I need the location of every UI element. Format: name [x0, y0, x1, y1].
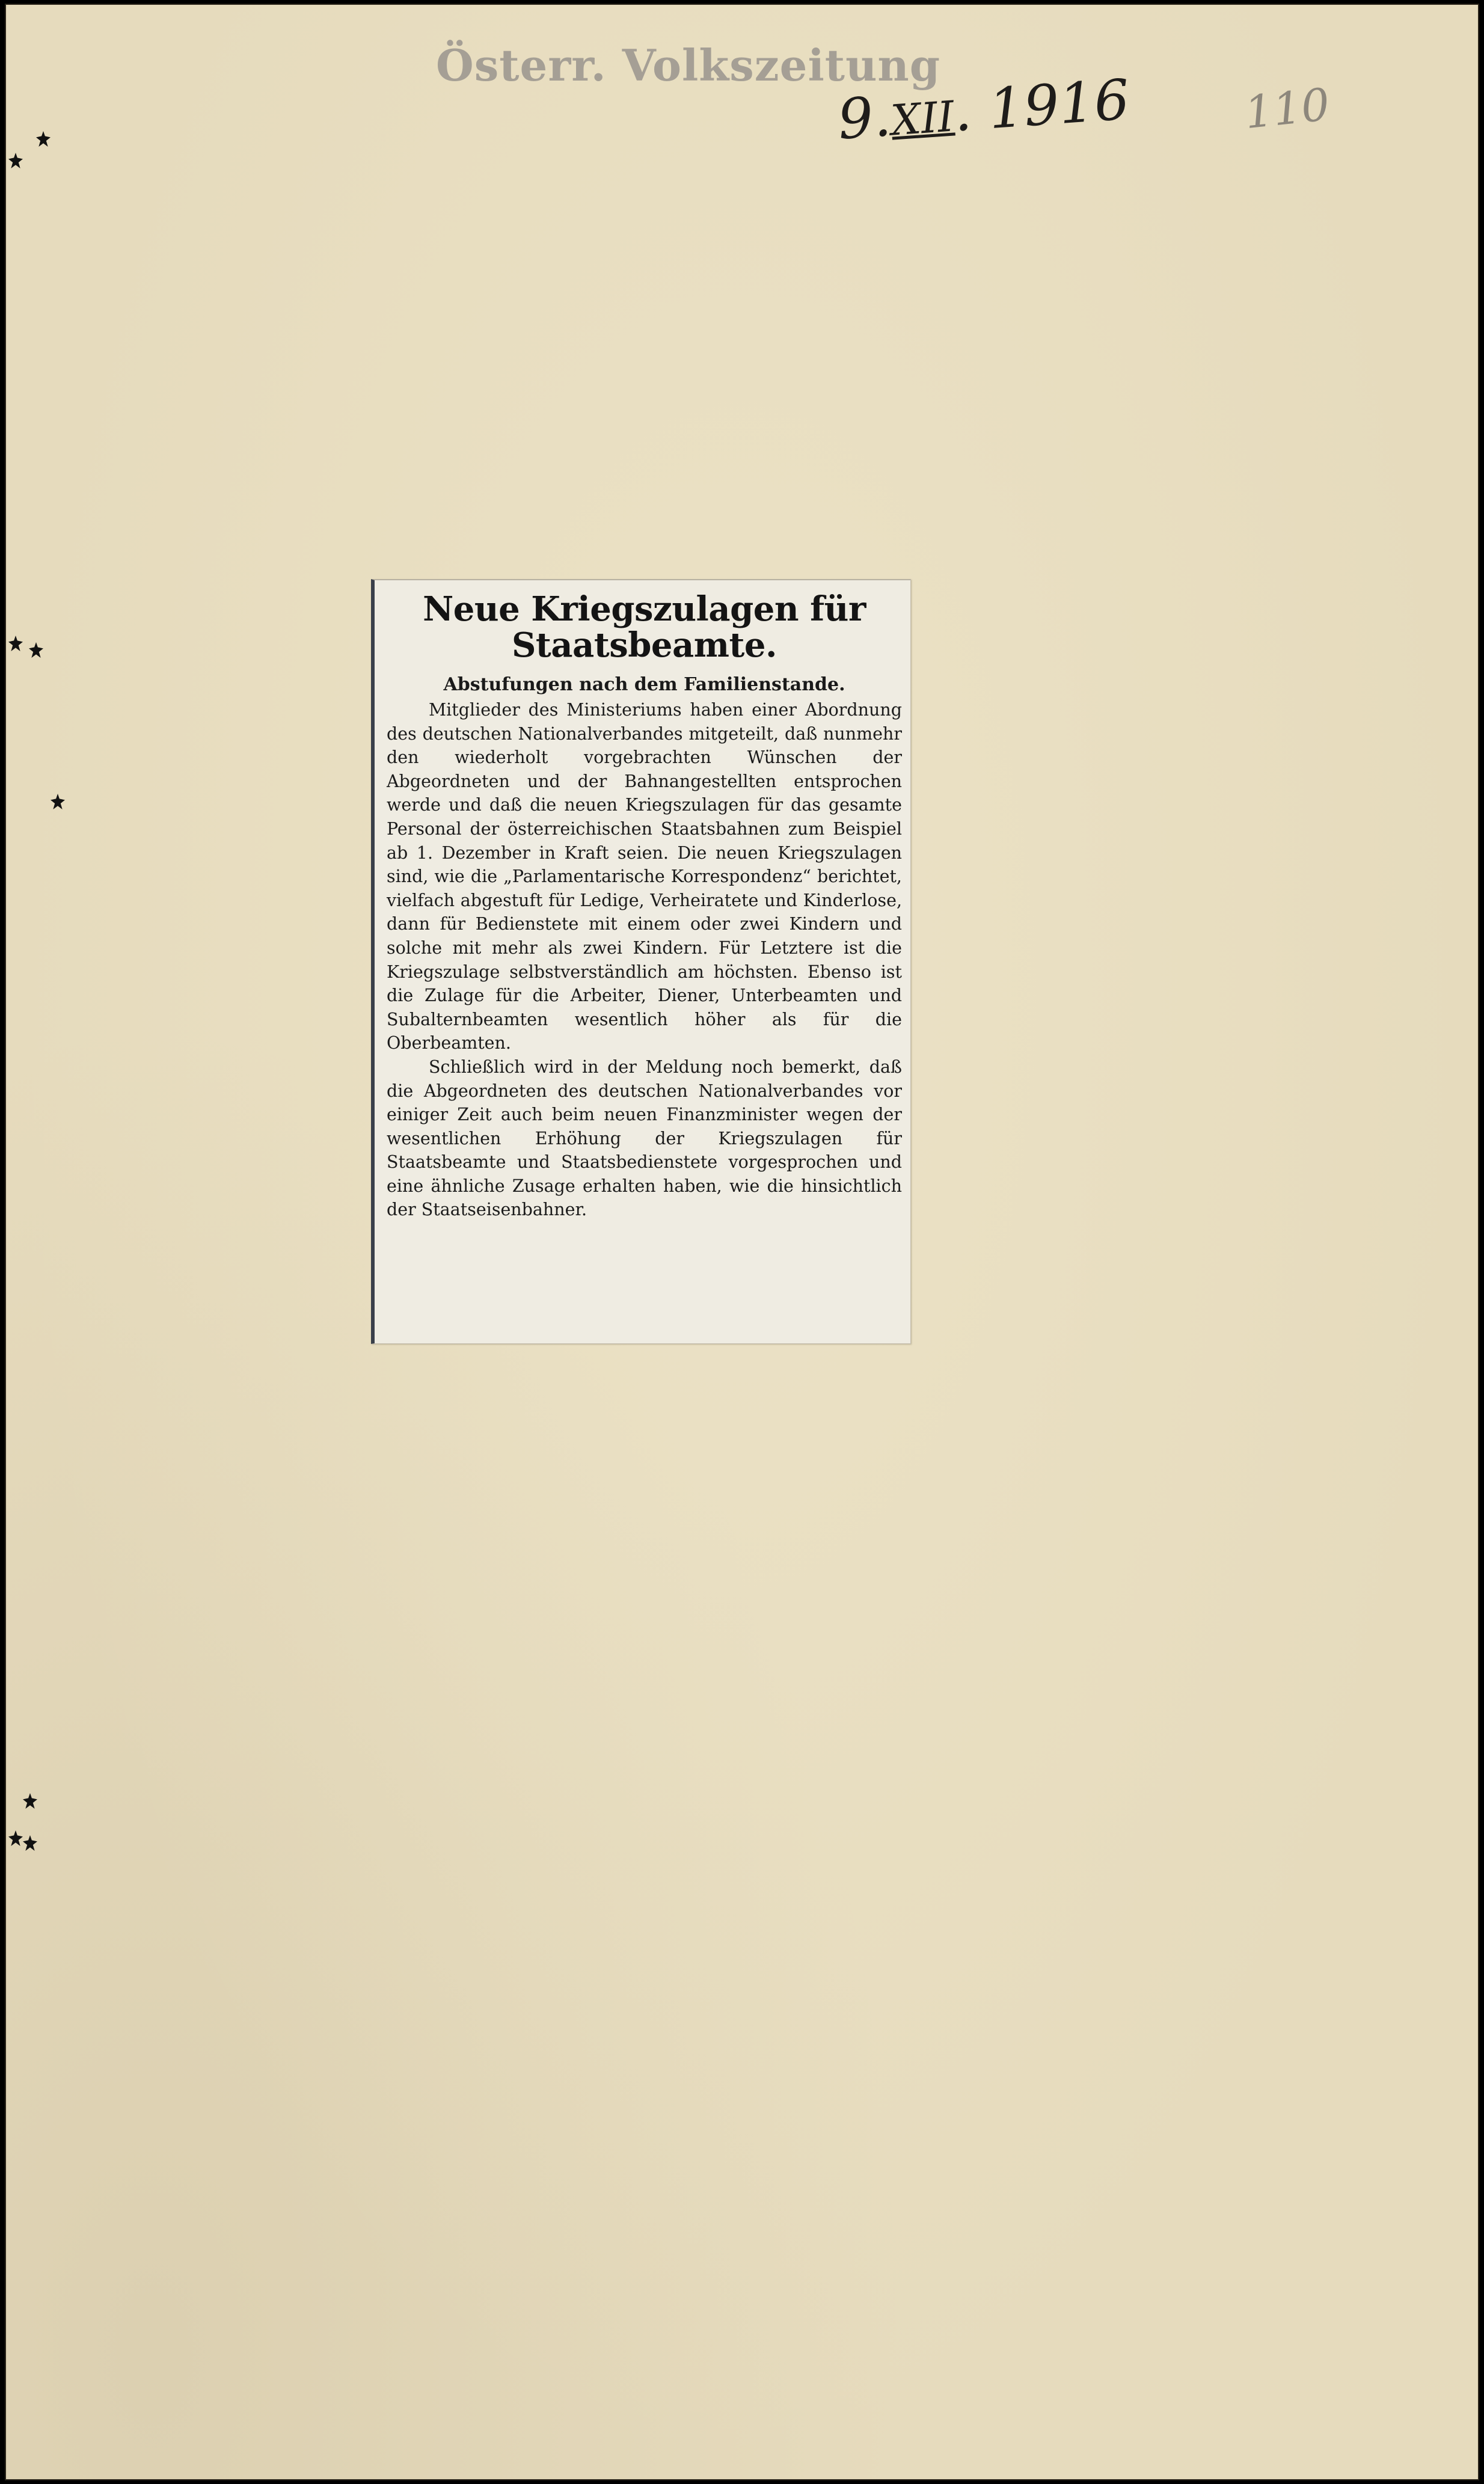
newspaper-source-stamp: Österr. Volkszeitung — [436, 40, 941, 91]
date-year: . 1916 — [951, 67, 1132, 144]
folio-number: 110 — [1242, 78, 1332, 140]
article-paragraph-1: Mitglieder des Ministeriums haben einer Abordnung des deutschen Nationalverbandes mitgeteilt, daß nunmehr den wiederholt vorgebrachten Wünschen der Abgeordneten und der Bahnangestellten entsprochen werde und daß die neuen Kriegszulagen für das gesamte Personal der österreichischen Staatsbahnen zum Beispiel ab 1. Dezember in Kraft seien. Die neuen Kriegszulagen sind, wie die „Parlamentarische Korrespondenz“ berichtet, vielfach abgestuft für Ledige, Verheiratete und Kinderlose, dann für Bedienstete mit einem oder zwei Kindern und solche mit mehr als zwei Kindern. Für Letztere ist die Kriegszulage selbstverständlich am höchsten. Ebenso ist die Zulage für die Arbeiter, Diener, Unterbeamten und Subalternbeamten wesentlich höher als für die Oberbeamten. — [387, 700, 902, 1053]
article-headline: Neue Kriegszulagen für Staatsbeamte. — [423, 589, 866, 665]
date-day: 9. — [836, 84, 894, 152]
archive-sheet — [5, 4, 1479, 2480]
newspaper-clipping — [371, 579, 911, 1344]
date-month: XII — [889, 91, 956, 146]
article-subheadline: Abstufungen nach dem Familienstande. — [443, 674, 845, 695]
article-paragraph-2: Schließlich wird in der Meldung noch bemerkt, daß die Abgeordneten des deutschen Nationalverbandes vor einiger Zeit auch beim neuen Finanzminister wegen der wesentlichen Erhöhung der Kriegszulagen für Staatsbeamte und Staatsbedienstete vorgesprochen und eine ähnliche Zusage erhalten haben, wie die hinsichtlich der Staatseisenbahner. — [387, 1056, 902, 1220]
